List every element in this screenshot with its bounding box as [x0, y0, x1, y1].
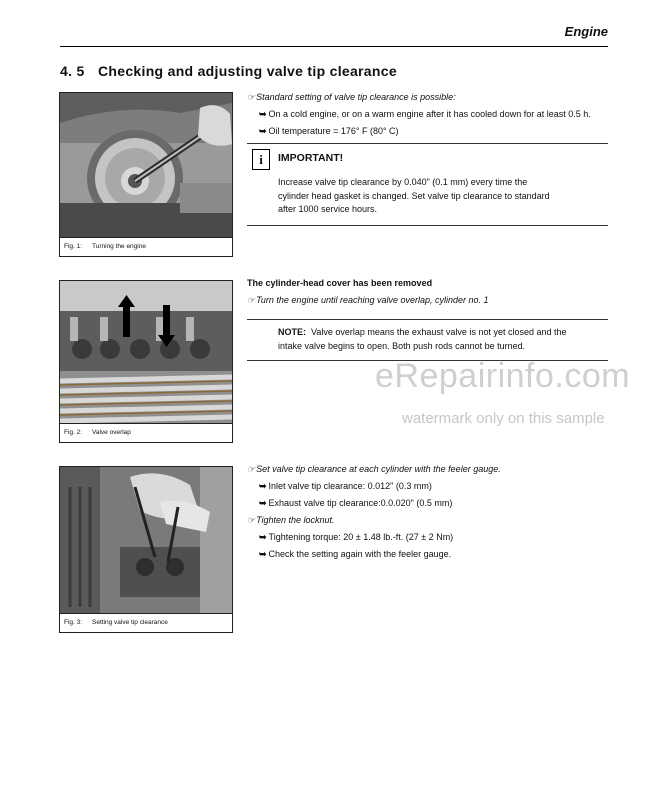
important-title: IMPORTANT! — [278, 152, 344, 164]
feeler-gauge-photo — [60, 467, 232, 613]
arrow-icon: ➥ — [259, 126, 267, 136]
note — [278, 325, 578, 353]
note-top-rule — [247, 319, 608, 320]
figure-2 — [59, 280, 233, 443]
figure-1-photo — [60, 93, 232, 237]
block-2-text — [247, 275, 617, 309]
figure-3-number: Fig. 3: — [64, 619, 83, 626]
block-3-step-2-text: Tighten the locknut. — [256, 515, 335, 525]
list-item-text: Exhaust valve tip clearance:0.0.020" (0.5 mm) — [268, 498, 453, 508]
block-1-intro — [247, 89, 617, 106]
valve-overlap-photo — [60, 281, 232, 423]
block-3-step-1 — [247, 461, 617, 478]
pointing-hand-icon: ☞ — [247, 295, 256, 305]
figure-1-caption — [60, 237, 232, 256]
list-item-text: On a cold engine, or on a warm engine after it has cooled down for at least 0.5 h. — [268, 109, 591, 119]
block-2-step — [247, 292, 617, 309]
block-3-step-2 — [247, 512, 617, 529]
figure-1-number: Fig. 1: — [64, 243, 83, 250]
important-top-rule — [247, 143, 608, 144]
list-item — [247, 529, 617, 546]
note-label: NOTE: — [278, 327, 306, 337]
header-divider — [60, 46, 608, 47]
watermark-sub: watermark only on this sample — [402, 410, 605, 427]
important-text: Increase valve tip clearance by 0.040" (0.1 mm) every time the cylinder head gasket is changed. Set valve tip clearance to standard after 1000 service hours. — [278, 177, 550, 214]
arrow-icon: ➥ — [259, 532, 267, 542]
section-number: 4. 5 — [60, 63, 85, 79]
list-item-text: Check the setting again with the feeler gauge. — [268, 549, 452, 559]
block-1-intro-text: Standard setting of valve tip clearance is possible: — [256, 92, 456, 102]
block-2-heading: The cylinder-head cover has been removed — [247, 278, 433, 288]
block-3-text — [247, 461, 617, 563]
list-item-text: Tightening torque: 20 ± 1.48 lb.-ft. (27 ± 2 Nm) — [268, 532, 454, 542]
arrow-icon: ➥ — [259, 549, 267, 559]
note-text: Valve overlap means the exhaust valve is not yet closed and the intake valve begins to open. Both push rods cannot be turned. — [278, 327, 567, 351]
figure-2-photo — [60, 281, 232, 423]
section-heading: Checking and adjusting valve tip clearance — [98, 63, 397, 79]
list-item — [247, 495, 617, 512]
page-header-title: Engine — [564, 24, 608, 39]
pointing-hand-icon: ☞ — [247, 464, 256, 474]
figure-1 — [59, 92, 233, 257]
figure-2-number: Fig. 2: — [64, 429, 83, 436]
important-bottom-rule — [247, 225, 608, 226]
figure-3-caption-text: Setting valve tip clearance — [92, 619, 168, 626]
list-item-text: Oil temperature = 176° F (80° C) — [268, 126, 399, 136]
arrow-icon: ➥ — [259, 498, 267, 508]
section-title — [60, 63, 397, 79]
block-1-text — [247, 89, 617, 140]
figure-2-caption — [60, 423, 232, 442]
list-item-text: Inlet valve tip clearance: 0.012" (0.3 mm) — [268, 481, 432, 491]
engine-pulley-photo — [60, 93, 232, 237]
figure-1-caption-text: Turning the engine — [92, 243, 146, 250]
watermark-main: eRepairinfo.com — [375, 357, 631, 395]
list-item — [247, 106, 617, 123]
list-item — [247, 123, 617, 140]
arrow-icon: ➥ — [259, 109, 267, 119]
list-item — [247, 478, 617, 495]
pointing-hand-icon: ☞ — [247, 515, 256, 525]
block-2-step-text: Turn the engine until reaching valve overlap, cylinder no. 1 — [256, 295, 489, 305]
figure-3-photo — [60, 467, 232, 613]
pointing-hand-icon: ☞ — [247, 92, 256, 102]
info-icon: i — [252, 149, 270, 170]
figure-3 — [59, 466, 233, 633]
arrow-icon: ➥ — [259, 481, 267, 491]
list-item — [247, 546, 617, 563]
block-3-step-1-text: Set valve tip clearance at each cylinder with the feeler gauge. — [256, 464, 501, 474]
figure-3-caption — [60, 613, 232, 632]
figure-2-caption-text: Valve overlap — [92, 429, 131, 436]
